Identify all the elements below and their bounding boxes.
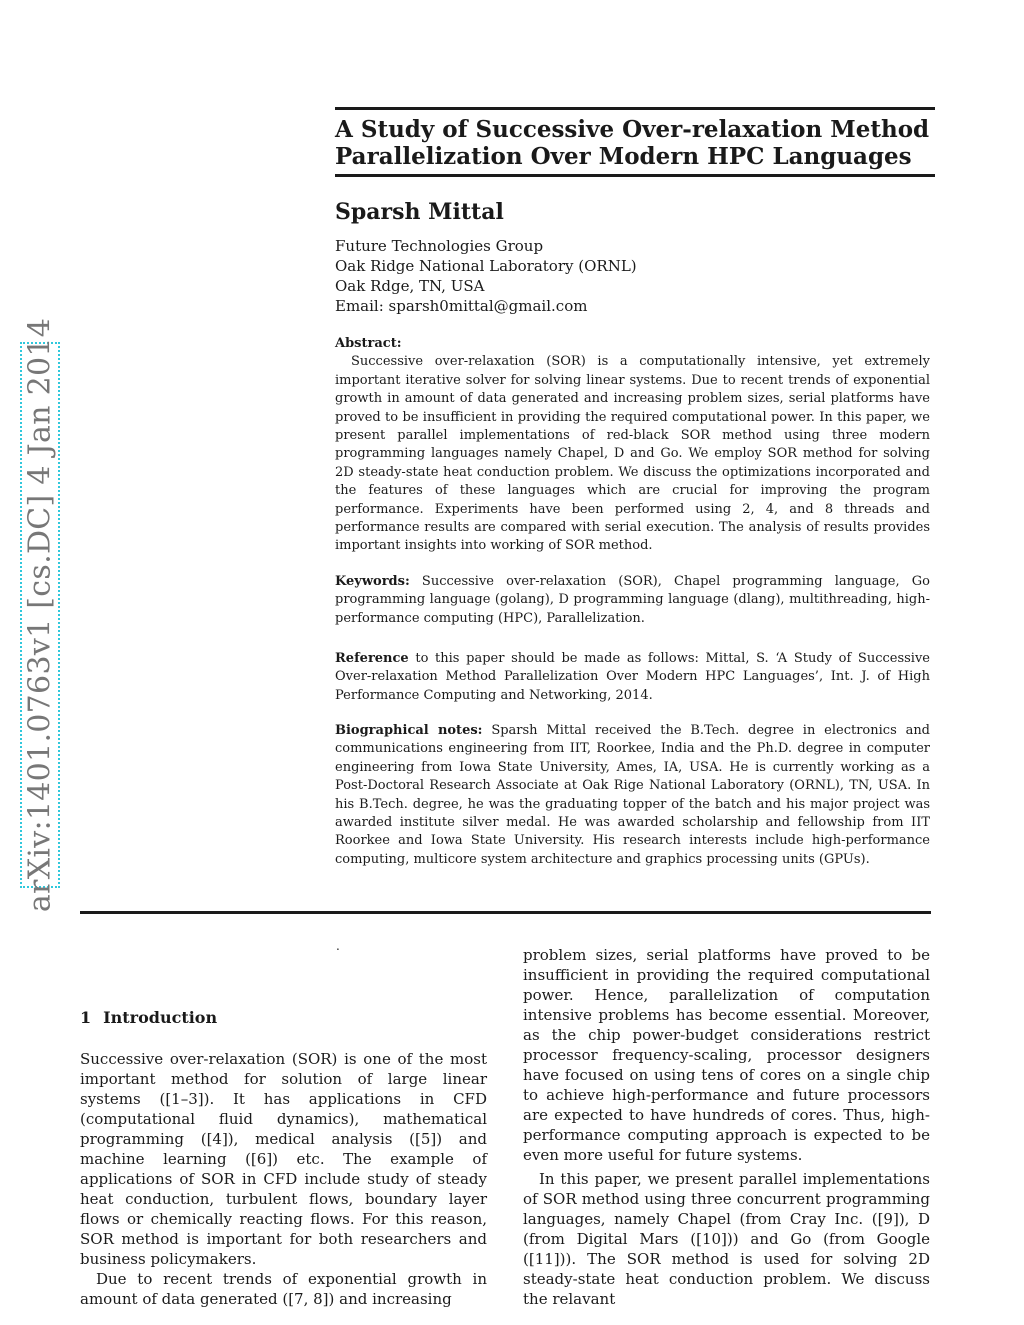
bio-label: Biographical notes: [335, 723, 483, 738]
biographical-notes [335, 722, 930, 869]
keywords-text: Successive over-relaxation (SOR), Chapel programming language, Go programming language (golang), D programming language (dlang), multithreading, high-performance computing (HPC), Parallelization. [335, 574, 930, 626]
reference-text: to this paper should be made as follows: Mittal, S. ‘A Study of Successive Over-relaxation Method Parallelization Over Modern HPC Languages’, Int. J. of High Performance Computing and Networking, 2014. [335, 651, 930, 703]
arxiv-stamp: arXiv:1401.0763v1 [cs.DC] 4 Jan 2014 [22, 317, 58, 913]
left-column [80, 1049, 487, 1309]
title-top-rule [335, 107, 935, 110]
section-separator-rule [80, 911, 931, 914]
keywords [335, 573, 930, 628]
paper-title: A Study of Successive Over-relaxation Method Parallelization Over Modern HPC Languages [335, 116, 930, 170]
reference-note [335, 650, 930, 705]
separator-dot: . [336, 939, 340, 953]
affiliation-line: Oak Rdge, TN, USA [335, 277, 485, 295]
right-column [523, 945, 930, 1309]
section-heading [80, 1008, 217, 1027]
abstract [335, 335, 930, 556]
bio-text: Sparsh Mittal received the B.Tech. degree in electronics and communications engineering from IIT, Roorkee, India and the Ph.D. degree in computer engineering from Iowa State University, Ames, IA, USA. He is currently working as a Post-Doctoral Research Associate at Oak Rige National Laboratory (ORNL), TN, USA. In his B.Tech. degree, he was the graduating topper of the batch and his major project was awarded institute silver medal. He was awarded scholarship and fellowship from IIT Roorkee and Iowa State University. His research interests include high-performance computing, multicore system architecture and graphics processing units (GPUs). [335, 723, 931, 867]
section-number: 1 [80, 1008, 92, 1027]
affiliation-line: Oak Ridge National Laboratory (ORNL) [335, 257, 637, 275]
intro-paragraph: Successive over-relaxation (SOR) is one of the most important method for solution of large linear systems ([1–3]). It has applications in CFD (computational fluid dynamics), mathematical programming ([4]), medical analysis ([5]) and machine learning ([6]) etc. The example of applications of SOR in CFD include study of steady heat conduction, turbulent flows, boundary layer flows or chemically reacting flows. For this reason, SOR method is important for both researchers and business policymakers. [80, 1050, 487, 1268]
abstract-label: Abstract: [335, 336, 402, 351]
affiliation-line: Future Technologies Group [335, 237, 544, 255]
author-name: Sparsh Mittal [335, 199, 504, 225]
author-email: Email: sparsh0mittal@gmail.com [335, 297, 588, 315]
intro-paragraph: In this paper, we present parallel implementations of SOR method using three concurrent programming languages, namely Chapel (from Cray Inc. ([9]), D (from Digital Mars ([10])) and Go (from Google ([11])). The SOR method is used for solving 2D steady-state heat conduction problem. We discuss the relavant [523, 1170, 930, 1308]
title-bottom-rule [335, 174, 935, 177]
keywords-label: Keywords: [335, 574, 410, 589]
reference-label: Reference [335, 651, 409, 666]
author-affiliation [335, 236, 637, 316]
intro-paragraph: problem sizes, serial platforms have proved to be insufficient in providing the required computational power. Hence, parallelization of computation intensive problems has become essential. Moreover, as the chip power-budget considerations restrict processor frequency-scaling, processor designers have focused on using tens of cores on a single chip to achieve high-performance and future processors are expected to have hundreds of cores. Thus, high-performance computing approach is expected to be even more useful for future systems. [523, 946, 930, 1164]
abstract-text: Successive over-relaxation (SOR) is a computationally intensive, yet extremely important iterative solver for solving linear systems. Due to recent trends of exponential growth in amount of data generated and increasing problem sizes, serial platforms have proved to be insufficient in providing the required computational power. In this paper, we present parallel implementations of red-black SOR method using three modern programming languages namely Chapel, D and Go. We employ SOR method for solving 2D steady-state heat conduction problem. We discuss the optimizations incorporated and the features of these languages which are crucial for improving the program performance. Experiments have been performed using 2, 4, and 8 threads and performance results are compared with serial execution. The analysis of results provides important insights into working of SOR method. [335, 354, 930, 554]
intro-paragraph: Due to recent trends of exponential growth in amount of data generated ([7, 8]) and increasing [80, 1270, 487, 1308]
section-title: Introduction [103, 1008, 218, 1027]
